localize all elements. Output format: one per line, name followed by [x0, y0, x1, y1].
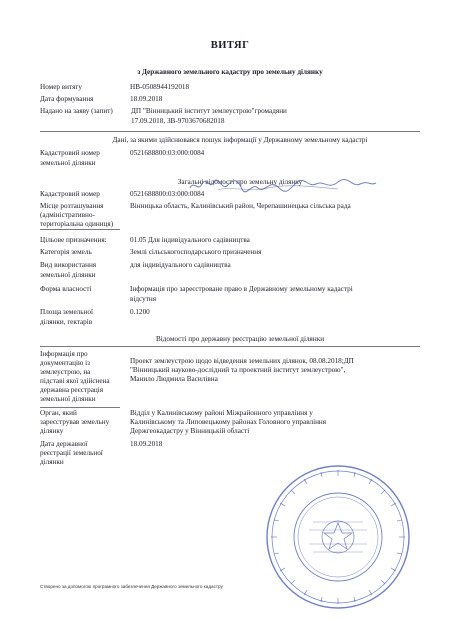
- official-stamp: [263, 462, 413, 612]
- registration-organ-label-3: ділянку: [40, 427, 64, 435]
- divider: [40, 229, 120, 230]
- extract-date-value: 18.09.2018: [130, 95, 163, 103]
- general-location-label-3: територіальна одиниця): [40, 220, 114, 228]
- extract-number-label: Номер витягу: [40, 83, 82, 91]
- general-purpose-label: Цільове призначення:: [40, 236, 107, 244]
- general-location-label-2: (адміністративно-: [40, 211, 95, 219]
- registration-docs-label-5: державна реєстрація: [40, 386, 104, 394]
- registration-docs-value-1: Проект землеустрою щодо відведення земельних ділянок, 08.08.2018;ДП: [130, 357, 354, 365]
- registration-organ-value-3: Держгеокадастру у Вінницькій області: [130, 427, 250, 435]
- registration-docs-label-4: підставі якої здійснена: [40, 377, 110, 385]
- general-area-label-1: Площа земельної: [40, 308, 93, 316]
- registration-docs-label-6: земельної ділянки: [40, 395, 96, 403]
- general-ownership-value-1: Інформація про зареєстроване право в Державному земельному кадастрі: [130, 285, 353, 293]
- general-location-row: [40, 202, 440, 230]
- registration-docs-label-1: Інформація про: [40, 350, 88, 358]
- general-cadastral-label: Кадастровий номер: [40, 190, 100, 198]
- general-area-value: 0.1200: [130, 308, 150, 316]
- general-usage-label-2: земельної ділянки: [40, 271, 96, 279]
- general-cadastral-value: 0521688800:03:000:0084: [130, 190, 205, 198]
- registration-docs-label-3: землеустрою, на: [40, 368, 91, 376]
- divider: [40, 131, 420, 132]
- general-category-value: Землі сільськогосподарського призначення: [130, 248, 262, 256]
- footer-note: Створено за допомогою програмного забезпечення Державного земельного кадастру: [40, 584, 223, 589]
- general-ownership-row: [40, 285, 440, 305]
- general-area-row: [40, 308, 440, 328]
- extract-request-row: [40, 107, 440, 127]
- registration-section-heading: Відомості про державну реєстрацію земельної ділянки: [155, 335, 325, 343]
- extract-request-line1: ДП "Вінницький інститут землеустрою"громадяни: [131, 107, 287, 115]
- registration-organ-value-1: Відділ у Калинівському районі Міжрайонного управління у: [130, 409, 313, 417]
- search-cadastral-label-2: земельної ділянки: [40, 159, 96, 167]
- extract-date-label: Дата формування: [40, 95, 94, 103]
- general-location-label-1: Місце розташування: [40, 202, 104, 210]
- document-title: ВИТЯГ: [210, 40, 250, 51]
- registration-date-label-3: ділянки: [40, 458, 64, 466]
- general-category-label: Категорія земель: [40, 248, 92, 256]
- registration-docs-row: [40, 350, 440, 406]
- general-usage-row: [40, 261, 440, 281]
- registration-organ-value-2: Калинівському та Липовецькому районах Головного управління: [130, 418, 327, 426]
- registration-organ-row: [40, 409, 440, 437]
- registration-date-label-2: реєстрації земельної: [40, 449, 103, 457]
- search-cadastral-value: 0521688800:03:000:0084: [130, 149, 205, 157]
- registration-date-label-1: Дата державної: [40, 440, 88, 448]
- registration-date-value: 18.09.2018: [130, 440, 163, 448]
- extract-request-line2: 17.09.2018, ЗВ-9703670682018: [131, 117, 225, 125]
- search-cadastral-label-1: Кадастровий номер: [40, 149, 100, 157]
- divider: [40, 346, 420, 347]
- registration-docs-label-2: документацію із: [40, 359, 90, 367]
- general-location-value: Вінницька область, Калинівський район, Черепашинецька сільська рада: [130, 202, 351, 210]
- general-ownership-label: Форма власності: [40, 285, 92, 293]
- search-cadastral-row: [40, 149, 440, 169]
- extract-request-label: Надано на заяву (запит): [40, 107, 113, 115]
- general-usage-label-1: Вид використання: [40, 261, 97, 269]
- search-section-heading: Дані, за якими здійснювався пошук інформації у Державному земельному кадастрі: [112, 136, 368, 144]
- general-ownership-value-2: відсутня: [130, 295, 157, 303]
- registration-docs-value-3: Манило Людмила Василівна: [130, 375, 218, 383]
- general-area-label-2: ділянки, гектарів: [40, 318, 93, 326]
- general-usage-value: для індивідуального садівництва: [130, 261, 231, 269]
- document-subtitle: з Державного земельного кадастру про земельну ділянку: [137, 68, 323, 76]
- registration-organ-label-1: Орган, який: [40, 409, 77, 417]
- general-purpose-value: 01.05 Для індивідуального садівництва: [130, 236, 250, 244]
- signature-scribble: [188, 176, 378, 196]
- divider: [40, 407, 120, 408]
- extract-number-value: НВ-0508944192018: [130, 83, 190, 91]
- registration-organ-label-2: зареєстрував земельну: [40, 418, 110, 426]
- registration-docs-value-2: "Вінницький науково-дослідний та проектний інститут землеустрою",: [130, 366, 346, 374]
- general-section-heading: Загальні відомості про земельну ділянку: [177, 178, 303, 186]
